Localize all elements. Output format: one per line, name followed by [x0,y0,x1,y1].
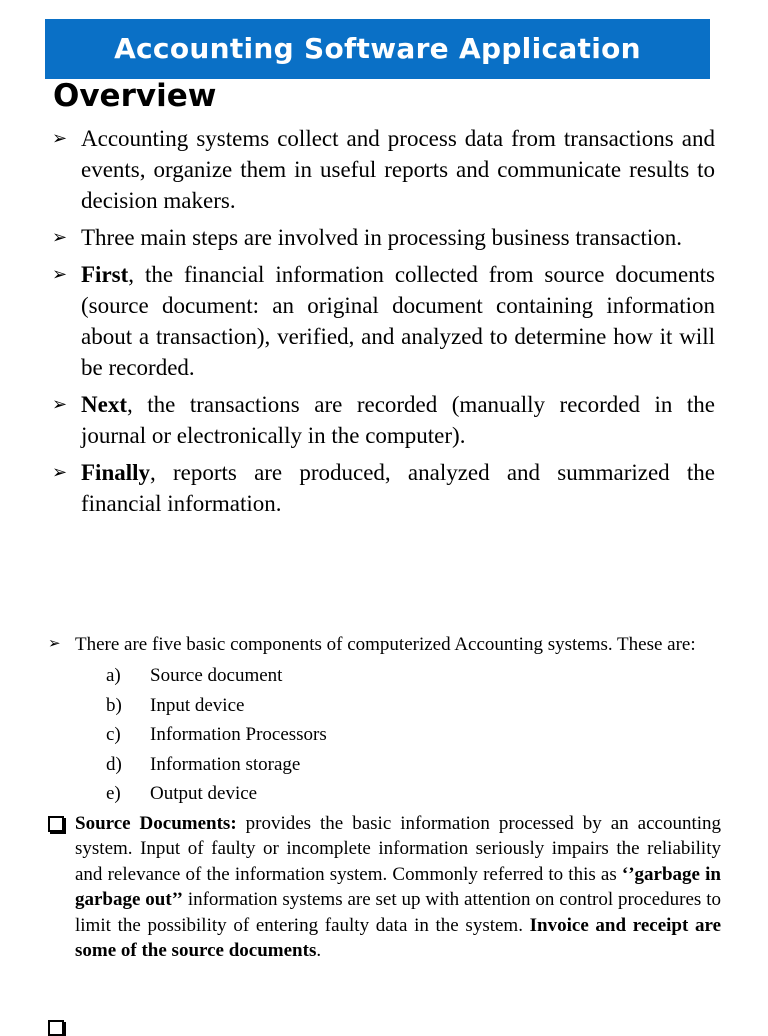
arrow-bullet-icon: ➢ [52,128,68,148]
bullet-text: Accounting systems collect and process data from transactions and events, organize them in useful reports and communicate results to decision makers. [81,126,715,213]
arrow-bullet-icon: ➢ [52,394,68,414]
arrow-bullet-icon: ➢ [52,462,68,482]
list-text: Output device [150,783,258,804]
list-text: Information Processors [150,724,327,745]
bullet-keyword: First [81,262,129,287]
bullet-text: Three main steps are involved in processing business transaction. [81,225,683,250]
checkbox-bullet-icon [48,816,64,832]
list-item [52,389,715,451]
checkbox-bullet-icon [48,1020,64,1036]
list-item [75,779,721,809]
list-item [75,661,721,691]
list-item [48,811,721,965]
components-list [75,661,721,809]
list-item [75,750,721,780]
list-item [75,691,721,721]
arrow-bullet-icon: ➢ [52,264,68,284]
list-label: a) [106,665,121,686]
components-intro: There are five basic components of computerized Accounting systems. These are: [75,634,696,655]
list-label: c) [106,724,121,745]
list-item [52,259,715,383]
section-heading: Overview [53,78,217,114]
list-label: d) [106,753,122,775]
bullet-keyword: Finally [81,460,151,485]
arrow-bullet-icon: ➢ [48,636,61,652]
list-label: b) [106,694,122,716]
list-text: Input device [150,694,245,716]
document-title: Accounting Software Application [114,32,641,65]
bullet-keyword: Next [81,392,127,417]
list-label: e) [106,783,121,804]
list-text: Information storage [150,753,301,775]
list-item [52,457,715,519]
list-item [48,632,721,809]
bullet-text: , the financial information collected from source documents (source document: an original document containing information about a transaction), verified, and analyzed to determine how it will be recorded. [81,262,715,380]
list-item [52,222,715,253]
list-text: Source document [150,665,283,686]
title-banner [45,19,710,79]
arrow-bullet-icon: ➢ [52,227,68,247]
overview-bullet-list [52,123,715,525]
bullet-text: , reports are produced, analyzed and summarized the financial information. [81,460,715,516]
source-documents-paragraph: Source Documents: provides the basic information processed by an accounting system. Input of faulty or incomplete information seriously impairs the reliability and relevance of the information system. Commonly referred to this as ‘’garbage in garbage out’’ information systems are set up with attention on control procedures to limit the possibility of entering faulty data in the system. Invoice and receipt are some of the source documents. [75,812,721,962]
list-item [75,720,721,750]
bullet-text: , the transactions are recorded (manually recorded in the journal or electronically in the computer). [81,392,715,448]
components-section [48,632,721,964]
list-item [52,123,715,216]
